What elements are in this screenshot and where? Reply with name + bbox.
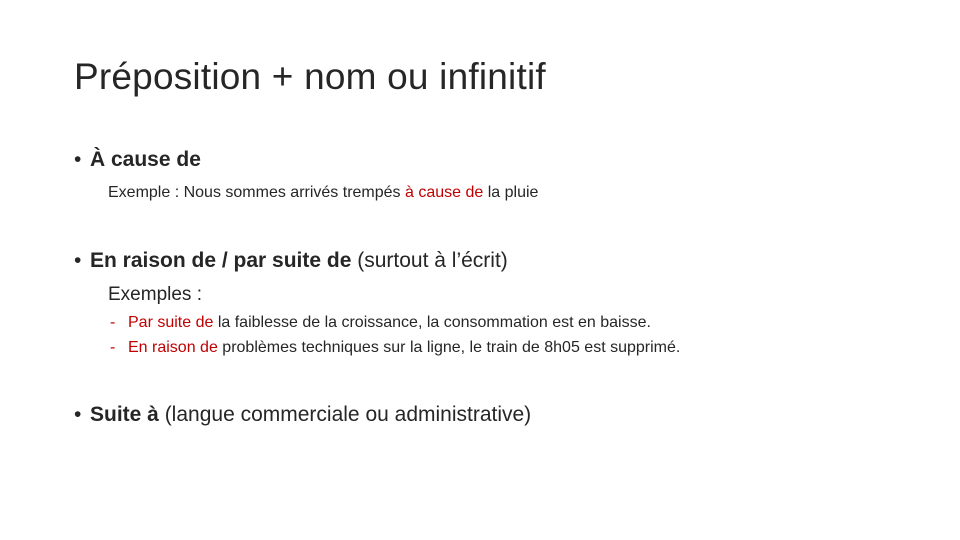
dash-icon: - [110, 314, 116, 331]
bullet-heading: En raison de / par suite de [90, 249, 352, 272]
example-rest: la faiblesse de la croissance, la consommation est en baisse. [213, 314, 651, 331]
bullet-suite-a [74, 403, 531, 427]
example-rest: problèmes techniques sur la ligne, le train de 8h05 est supprimé. [217, 339, 681, 356]
dash-icon: - [110, 339, 116, 356]
example-line [108, 184, 538, 202]
examples-label: Exemples : [108, 284, 202, 305]
bullet-note: (surtout à l’écrit) [351, 249, 508, 272]
bullet-icon: • [74, 148, 82, 171]
bullet-heading: À cause de [90, 148, 201, 171]
bullet-a-cause-de [74, 148, 201, 172]
bullet-icon: • [74, 249, 82, 272]
example-text-after: la pluie [483, 184, 539, 201]
bullet-heading: Suite à [90, 403, 159, 426]
example-highlight: Par suite de [128, 314, 214, 331]
example-item [110, 314, 651, 332]
bullet-icon: • [74, 403, 82, 426]
example-label: Exemple : [108, 184, 184, 201]
example-highlight: à cause de [404, 184, 484, 201]
slide-title: Préposition + nom ou infinitif [74, 56, 546, 97]
example-item [110, 339, 680, 357]
bullet-en-raison-de [74, 249, 508, 273]
example-highlight: En raison de [128, 339, 218, 356]
example-text-before: Nous sommes arrivés trempés [183, 184, 405, 201]
bullet-note: (langue commerciale ou administrative) [158, 403, 532, 426]
